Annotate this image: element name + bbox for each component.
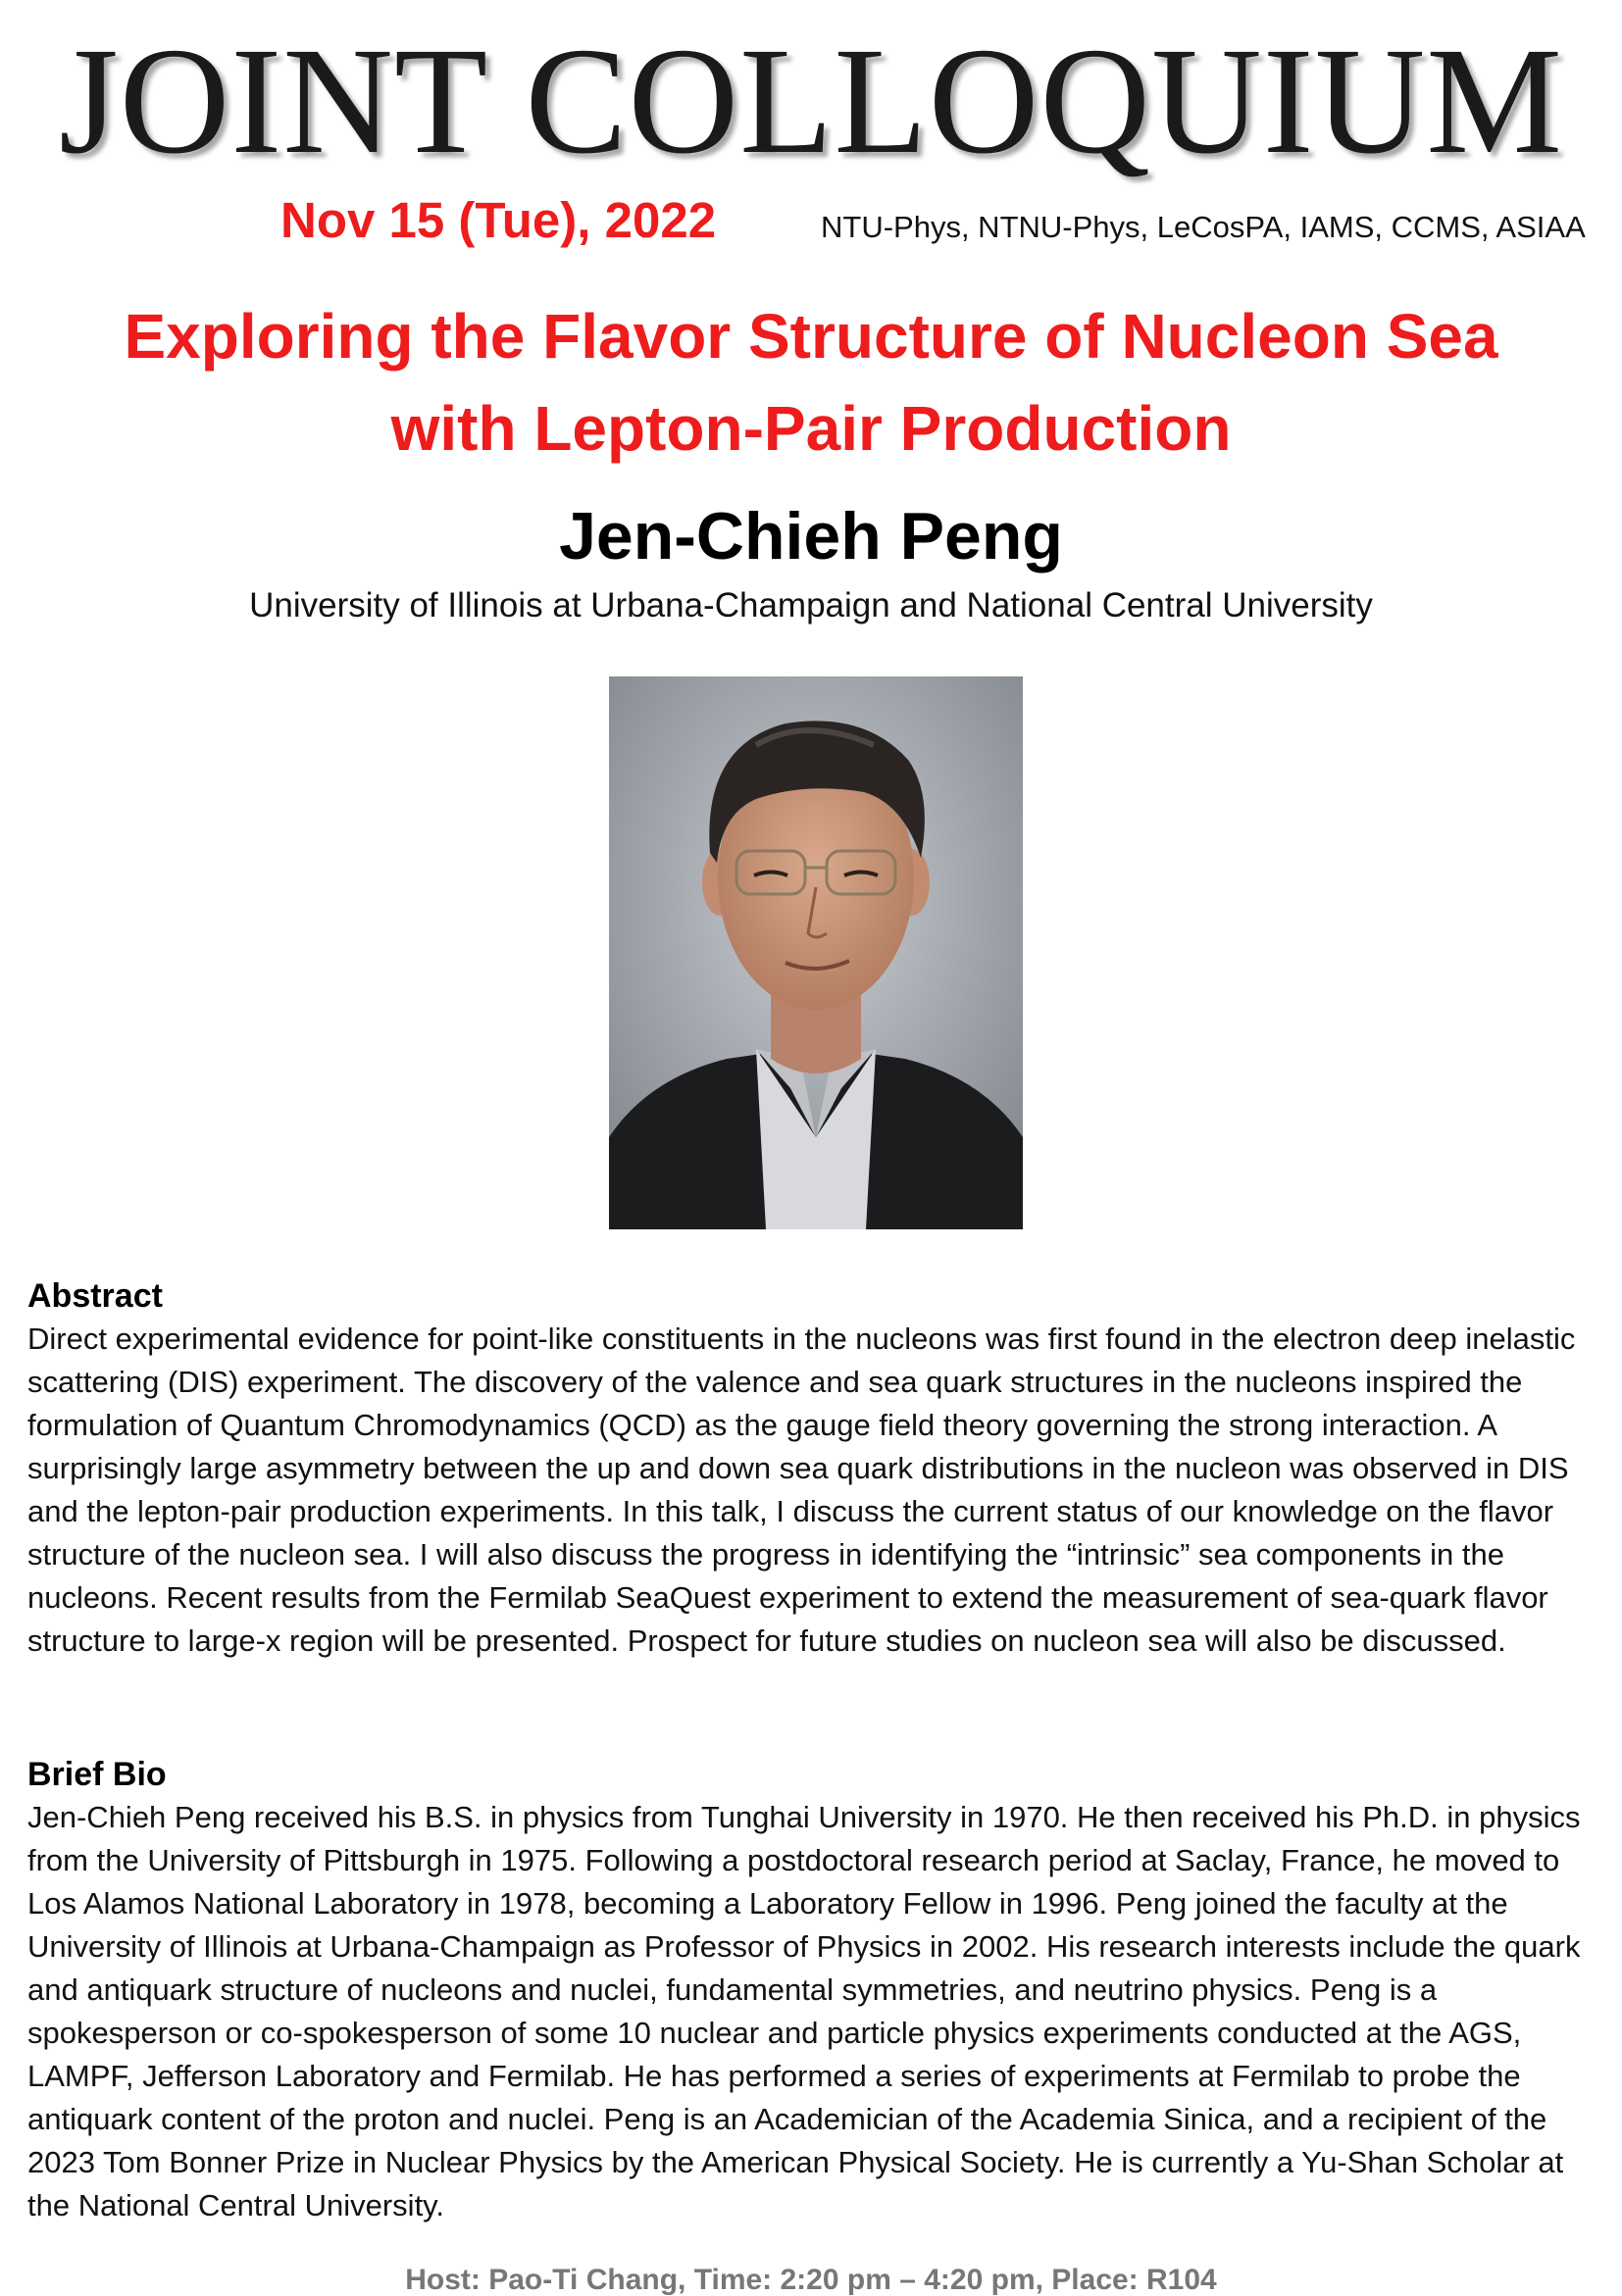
bio-section xyxy=(27,1753,1597,2227)
organizers-list: NTU-Phys, NTNU-Phys, LeCosPA, IAMS, CCMS, ASIAA xyxy=(821,210,1586,244)
abstract-heading: Abstract xyxy=(27,1277,163,1315)
host-time-place: Host: Pao-Ti Chang, Time: 2:20 pm – 4:20 pm, Place: R104 xyxy=(405,2264,1217,2296)
speaker-portrait xyxy=(609,676,1023,1229)
bio-text: Jen-Chieh Peng received his B.S. in physics from Tunghai University in 1970. He then received his Ph.D. in physics from the University of Pittsburgh in 1975. Following a postdoctoral research period at Saclay, France, he moved to Los Alamos National Laboratory in 1978, becoming a Laboratory Fellow in 1996. Peng joined the faculty at the University of Illinois at Urbana-Champaign as Professor of Physics in 2002. His research interests include the quark and antiquark structure of nucleons and nuclei, fundamental symmetries, and neutrino physics. Peng is a spokesperson or co-spokesperson of some 10 nuclear and particle physics experiments conducted at the AGS, LAMPF, Jefferson Laboratory and Fermilab. He has performed a series of experiments at Fermilab to probe the antiquark content of the proton and nuclei. Peng is an Academician of the Academia Sinica, and a recipient of the 2023 Tom Bonner Prize in Nuclear Physics by the American Physical Society. He is currently a Yu-Shan Scholar at the National Central University. xyxy=(27,1800,1581,2222)
speaker-affiliation: University of Illinois at Urbana-Champaign and National Central University xyxy=(249,586,1373,624)
abstract-text: Direct experimental evidence for point-like constituents in the nucleons was first found in the electron deep inelastic scattering (DIS) experiment. The discovery of the valence and sea quark structures in the nucleons inspired the formulation of Quantum Chromodynamics (QCD) as the gauge field theory governing the strong interaction. A surprisingly large asymmetry between the up and down sea quark distributions in the nucleon was observed in DIS and the lepton-pair production experiments. In this talk, I discuss the current status of our knowledge on the flavor structure of the nucleon sea. I will also discuss the progress in identifying the “intrinsic” sea components in the nucleons. Recent results from the Fermilab SeaQuest experiment to extend the measurement of sea-quark flavor structure to large-x region will be presented. Prospect for future studies on nucleon sea will also be discussed. xyxy=(27,1322,1576,1658)
bio-heading: Brief Bio xyxy=(27,1756,167,1793)
abstract-section xyxy=(27,1274,1597,1663)
talk-title-line-1: Exploring the Flavor Structure of Nucleon Sea xyxy=(124,301,1498,372)
speaker-name: Jen-Chieh Peng xyxy=(559,499,1063,574)
event-date: Nov 15 (Tue), 2022 xyxy=(280,192,717,248)
talk-title-line-2: with Lepton-Pair Production xyxy=(390,393,1232,464)
colloquium-banner: JOINT COLLOQUIUM xyxy=(58,16,1564,185)
talk-title xyxy=(59,290,1563,474)
